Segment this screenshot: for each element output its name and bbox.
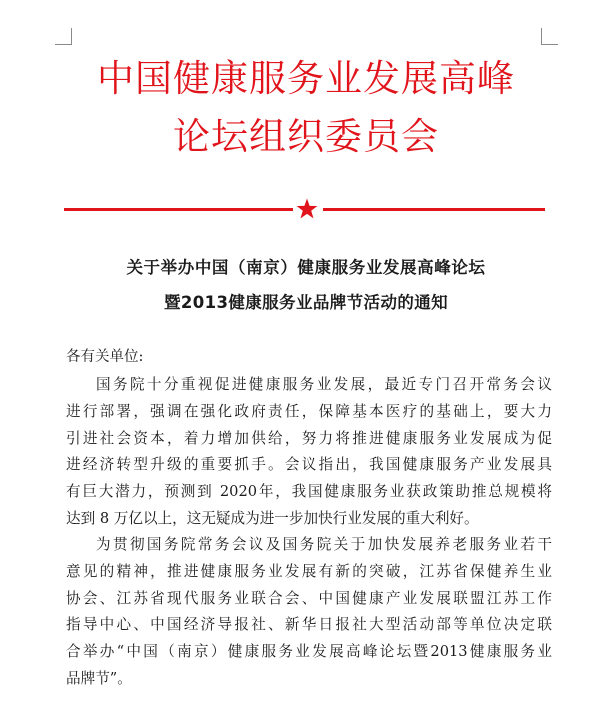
- body-line: 意见的精神，推进健康服务业发展有新的突破，江苏省保健养生业: [66, 563, 552, 580]
- org-title-line1: 中国健康服务业发展高峰: [97, 57, 515, 100]
- body-line: 指导中心、中国经济导报社、新华日报社大型活动部等单位决定联: [66, 616, 552, 633]
- red-divider-right: [323, 208, 545, 211]
- body-line: 协会、江苏省现代服务业联合会、中国健康产业发展联盟江苏工作: [66, 590, 552, 607]
- crop-mark-top-left: [55, 28, 72, 45]
- body-line: 为贯彻国务院常务会议及国务院关于加快发展养老服务业若干: [96, 536, 552, 553]
- org-title-line2: 论坛组织委员会: [173, 115, 439, 158]
- star-icon: [295, 197, 319, 221]
- body-line: 合举办“中国（南京）健康服务业发展高峰论坛暨2013健康服务业: [66, 643, 552, 660]
- body-line: 国务院十分重视促进健康服务业发展，最近专门召开常务会议: [96, 376, 552, 393]
- body-line: 进行部署，强调在强化政府责任，保障基本医疗的基础上，要大力: [66, 403, 552, 420]
- red-divider-left: [64, 208, 293, 211]
- crop-mark-top-right: [541, 28, 558, 45]
- notice-title-line2: 暨2013健康服务业品牌节活动的通知: [163, 293, 449, 312]
- body-line: 进经济转型升级的重要抓手。会议指出，我国健康服务产业发展具: [66, 456, 552, 473]
- body-line: 引进社会资本，着力增加供给，努力将推进健康服务业发展成为促: [66, 430, 552, 447]
- body-line: 达到 8 万亿以上，这无疑成为进一步加快行业发展的重大利好。: [66, 510, 479, 527]
- salutation: 各有关单位:: [66, 349, 144, 365]
- body-line: 品牌节”。: [66, 670, 132, 687]
- notice-title-line1: 关于举办中国（南京）健康服务业发展高峰论坛: [126, 258, 486, 277]
- body-line: 有巨大潜力，预测到 2020年，我国健康服务业获政策助推总规模将: [66, 483, 552, 500]
